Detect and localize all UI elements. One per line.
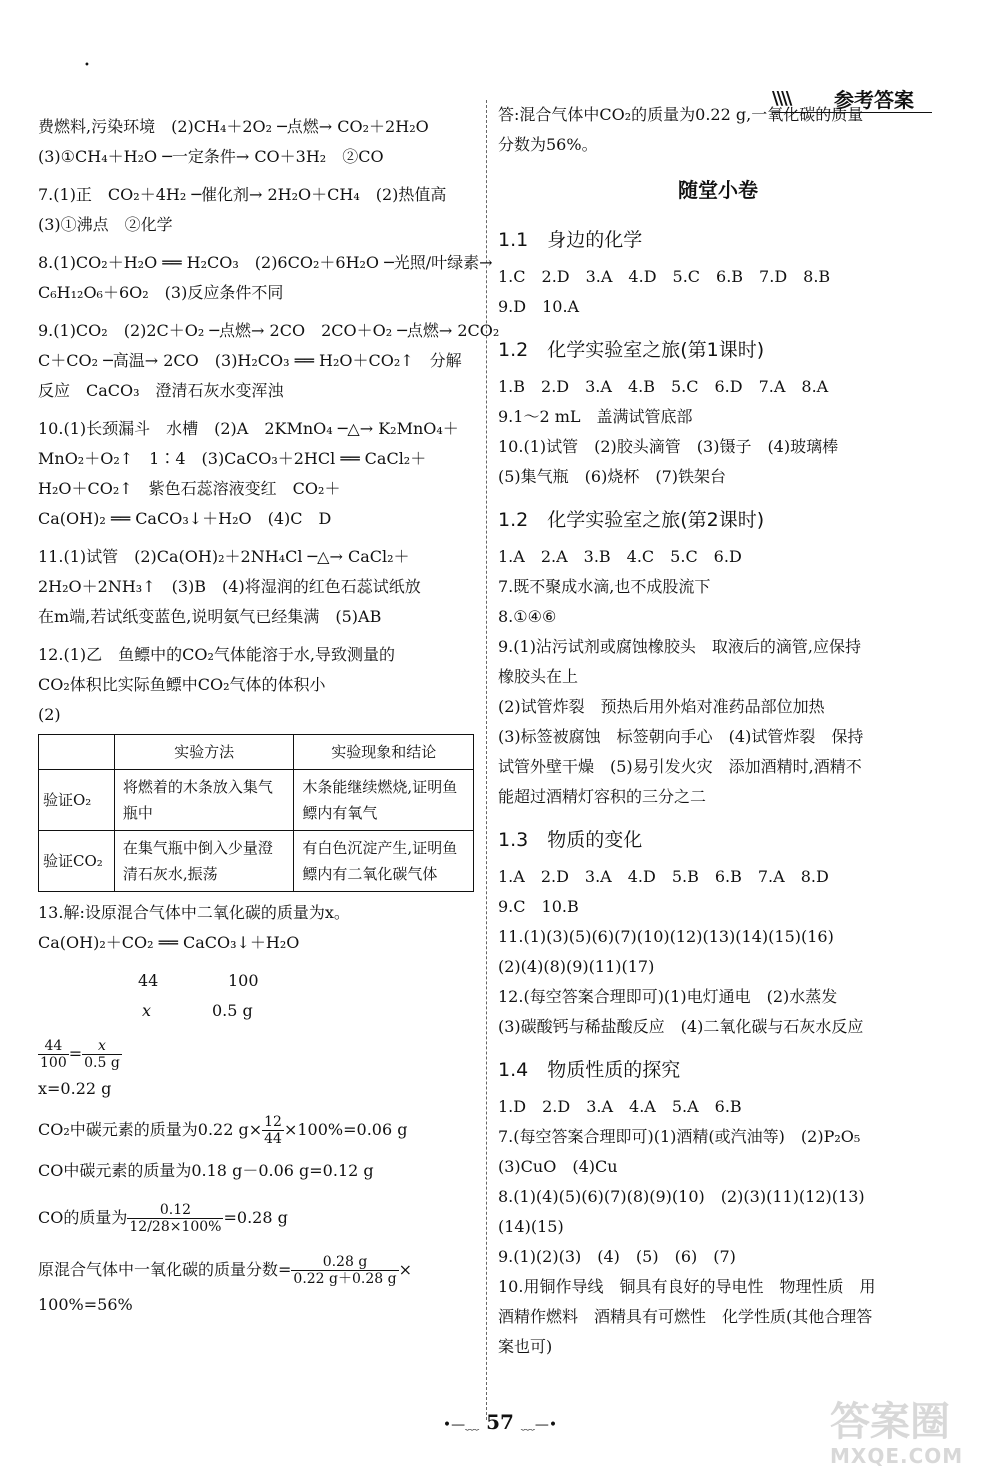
answer-line: 费燃料,污染环境 (2)CH₄＋2O₂ ─点燃→ CO₂＋2H₂O [38,117,429,136]
calc-line [38,1250,478,1290]
answer-line: 8.①④⑥ [498,607,557,626]
calc-line: x=0.22 g [38,1079,112,1098]
table-row [39,831,474,892]
answer-line: 试管外壁干燥 (5)易引发火灾 添加酒精时,酒精不 [498,757,862,776]
fraction [127,1202,223,1235]
calc-value: 0.5 g [212,1001,253,1020]
answer-line: 11.(1)试管 (2)Ca(OH)₂＋2NH₄Cl ─△→ CaCl₂＋ [38,547,410,566]
answer-line: CO₂体积比实际鱼鳔中CO₂气体的体积小 [38,675,326,694]
answer-line: 12.(每空答案合理即可)(1)电灯通电 (2)水蒸发 [498,987,838,1006]
answer-line: 答:混合气体中CO₂的质量为0.22 g,一氧化碳的质量 [498,105,864,124]
calc-value: x [142,1001,152,1020]
denominator: 0.5 g [84,1055,120,1071]
calc-line: 13.解:设原混合气体中二氧化碳的质量为x。 [38,903,350,922]
answer-line: MnO₂＋O₂↑ 1∶4 (3)CaCO₃＋2HCl ══ CaCl₂＋ [38,449,427,468]
equals-sign: = [68,1044,83,1063]
answer-line: (2) [38,705,61,724]
section-title: 随堂小卷 [678,178,758,202]
answer-line: 1.A 2.A 3.B 4.C 5.C 6.D [498,547,742,566]
answer-line: 9.(1)沾污试剂或腐蚀橡胶头 取液后的滴管,应保持 [498,637,862,656]
answer-line: 7.(1)正 CO₂＋4H₂ ─催化剂→ 2H₂O＋CH₄ (2)热值高 [38,185,447,204]
section-heading: 1.3 物质的变化 [498,829,643,851]
answer-line: 10.用铜作导线 铜具有良好的导电性 物理性质 用 [498,1277,876,1296]
calc-text: × [398,1260,412,1279]
answer-line: C＋CO₂ ─高温→ 2CO (3)H₂CO₃ ══ H₂O＋CO₂↑ 分解 [38,351,462,370]
answer-line: (5)集气瓶 (6)烧杯 (7)铁架台 [498,467,726,486]
answer-line: 9.D 10.A [498,297,580,316]
answer-line: (3)①CH₄＋H₂O ─一定条件→ CO＋3H₂ ②CO [38,147,384,166]
calc-line: Ca(OH)₂＋CO₂ ══ CaCO₃↓＋H₂O [38,933,300,952]
answer-line: 10.(1)长颈漏斗 水槽 (2)A 2KMnO₄ ─△→ K₂MnO₄＋ [38,419,459,438]
table-cell: 在集气瓶中倒入少量澄清石灰水,振荡 [114,831,294,892]
answer-line: 能超过酒精灯容积的三分之二 [498,787,707,806]
section-heading: 1.4 物质性质的探究 [498,1059,681,1081]
answer-line: 9.C 10.B [498,897,579,916]
answer-line: Ca(OH)₂ ══ CaCO₃↓＋H₂O (4)C D [38,509,332,528]
answer-line: 1.B 2.D 3.A 4.B 5.C 6.D 7.A 8.A [498,377,829,396]
footer-ornament-left: •—﹏ [442,1417,480,1433]
section-heading: 1.2 化学实验室之旅(第2课时) [498,509,765,531]
header-title: 参考答案 [834,88,914,112]
calc-line [38,1112,478,1148]
denominator: 0.22 g＋0.28 g [293,1271,397,1287]
experiment-table [38,734,474,892]
answer-line: (3)CuO (4)Cu [498,1157,618,1176]
answer-line: C₆H₁₂O₆＋6O₂ (3)反应条件不同 [38,283,284,302]
answer-line: (14)(15) [498,1217,564,1236]
numerator: 44 [38,1038,69,1055]
numerator: x [82,1038,122,1055]
column-divider [486,100,487,1420]
answer-line: 7.既不聚成水滴,也不成股流下 [498,577,711,596]
answer-line: (3)①沸点 ②化学 [38,215,173,234]
answer-line: 1.A 2.D 3.A 4.D 5.B 6.B 7.A 8.D [498,867,829,886]
answer-line: 9.(1)(2)(3) (4) (5) (6) (7) [498,1247,736,1266]
answer-line: 9.1～2 mL 盖满试管底部 [498,407,693,426]
table-header-cell [39,735,115,770]
watermark-url: MXQE.COM [830,1444,964,1468]
calc-text: CO₂中碳元素的质量为0.22 g× [38,1120,263,1139]
stray-dot: • [84,60,90,71]
numerator: 12 [264,1114,282,1130]
answer-line: 12.(1)乙 鱼鳔中的CO₂气体能溶于水,导致测量的 [38,645,395,664]
answer-line: 9.(1)CO₂ (2)2C＋O₂ ─点燃→ 2CO 2CO＋O₂ ─点燃→ 2CO₂ [38,321,500,340]
answer-line: 7.(每空答案合理即可)(1)酒精(或汽油等) (2)P₂O₅ [498,1127,861,1146]
calc-text: CO的质量为 [38,1208,128,1227]
answer-line: 8.(1)(4)(5)(6)(7)(8)(9)(10) (2)(3)(11)(12)(13) [498,1187,865,1206]
answer-line: 1.D 2.D 3.A 4.A 5.A 6.B [498,1097,742,1116]
answer-line: H₂O＋CO₂↑ 紫色石蕊溶液变红 CO₂＋ [38,479,341,498]
answer-line: (2)试管炸裂 预热后用外焰对准药品部位加热 [498,697,825,716]
answer-line: 10.(1)试管 (2)胶头滴管 (3)镊子 (4)玻璃棒 [498,437,839,456]
calculation-block [38,898,478,1320]
table-cell: 将燃着的木条放入集气瓶中 [114,770,294,831]
right-column [498,100,938,1362]
table-cell: 木条能继续燃烧,证明鱼鳔内有氧气 [294,770,474,831]
fraction [262,1114,284,1147]
calc-value: 44 [138,971,159,990]
calc-line [38,1034,478,1074]
section-heading: 1.2 化学实验室之旅(第1课时) [498,339,765,361]
answer-line: 在m端,若试纸变蓝色,说明氨气已经集满 (5)AB [38,607,382,626]
denominator: 44 [264,1131,282,1147]
table-cell: 验证CO₂ [39,831,115,892]
calc-line [38,996,478,1026]
header-slash-icon: \\\\ [772,88,791,109]
footer-ornament-right: ﹏—• [520,1417,558,1433]
answer-line: 反应 CaCO₃ 澄清石灰水变浑浊 [38,381,284,400]
calc-value: 100 [228,971,259,990]
denominator: 100 [40,1055,67,1071]
answer-line: 橡胶头在上 [498,667,579,686]
calc-line [38,1194,478,1242]
answer-line: 1.C 2.D 3.A 4.D 5.C 6.B 7.D 8.B [498,267,831,286]
table-cell: 有白色沉淀产生,证明鱼鳔内有二氧化碳气体 [294,831,474,892]
answer-line: (2)(4)(8)(9)(11)(17) [498,957,655,976]
table-header-cell: 实验方法 [114,735,294,770]
calc-text: =0.28 g [223,1208,288,1227]
fraction [291,1254,398,1287]
table-header-cell: 实验现象和结论 [294,735,474,770]
table-header-row [39,735,474,770]
left-column [38,112,500,1320]
calc-text: ×100%=0.06 g [283,1120,408,1139]
page-footer [420,1410,580,1434]
quiz-sections [498,218,938,1362]
table-cell: 验证O₂ [39,770,115,831]
calc-line: CO中碳元素的质量为0.18 g－0.06 g=0.12 g [38,1161,374,1180]
watermark-logo [830,1400,990,1470]
answer-line: (3)碳酸钙与稀盐酸反应 (4)二氧化碳与石灰水反应 [498,1017,864,1036]
answer-line: 酒精作燃料 酒精具有可燃性 化学性质(其他合理答 [498,1307,873,1326]
answer-line: 11.(1)(3)(5)(6)(7)(10)(12)(13)(14)(15)(16) [498,927,834,946]
watermark-text: 答案圈 [830,1399,950,1445]
fraction [82,1038,122,1071]
calc-line: 100%=56% [38,1295,133,1314]
left-answer-lines [38,112,500,730]
fraction [38,1038,69,1071]
calc-text: 原混合气体中一氧化碳的质量分数= [38,1260,292,1279]
answer-line: 案也可) [498,1337,553,1356]
numerator: 0.28 g [291,1254,398,1271]
answer-line: 2H₂O＋2NH₃↑ (3)B (4)将湿润的红色石蕊试纸放 [38,577,421,596]
section-heading: 1.1 身边的化学 [498,229,643,251]
answer-line: 8.(1)CO₂＋H₂O ══ H₂CO₃ (2)6CO₂＋6H₂O ─光照/叶绿素→ [38,253,493,272]
answer-line: (3)标签被腐蚀 标签朝向手心 (4)试管炸裂 保持 [498,727,864,746]
answer-line: 分数为56%。 [498,135,598,154]
page-number: 57 [486,1410,514,1434]
calc-line [38,966,478,996]
table-row [39,770,474,831]
denominator: 12/28×100% [129,1219,222,1235]
numerator: 0.12 [127,1202,223,1219]
